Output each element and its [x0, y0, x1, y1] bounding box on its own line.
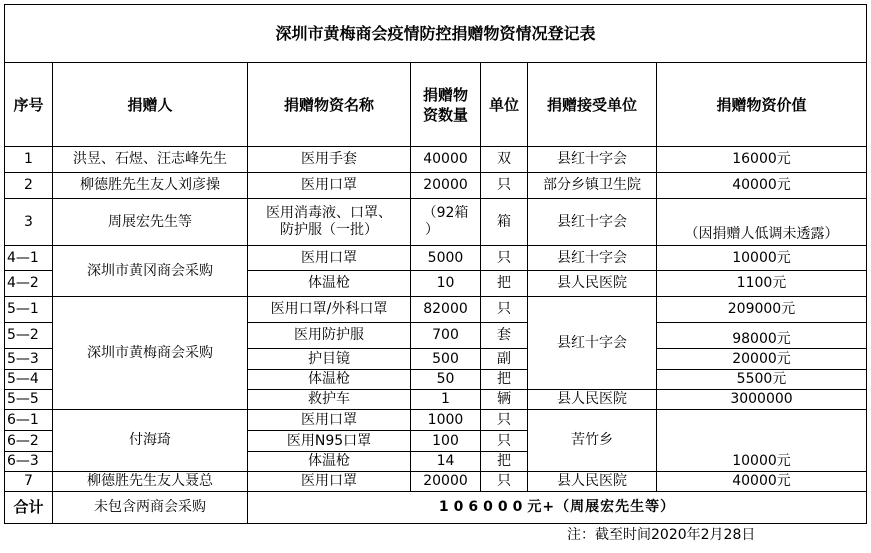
cell-seq: 5—3 — [5, 349, 53, 370]
cell-seq: 3 — [5, 199, 53, 246]
cell-unit: 双 — [481, 147, 528, 173]
cell-unit: 只 — [481, 431, 528, 452]
total-note: 未包含两商会采购 — [53, 492, 248, 524]
cell-item: 体温枪 — [248, 370, 411, 390]
cell-value: （因捐赠人低调未透露） — [657, 199, 867, 246]
header-quantity-line1: 捐赠物 — [422, 85, 468, 104]
cell-value: 209000元 — [657, 297, 867, 323]
total-label: 合计 — [5, 492, 53, 524]
cell-seq: 5—2 — [5, 323, 53, 349]
cell-item: 医用口罩 — [248, 173, 411, 199]
cell-qty: 500 — [411, 349, 481, 370]
cell-seq: 5—1 — [5, 297, 53, 323]
cell-recipient: 县红十字会 — [528, 147, 657, 173]
table-row — [5, 199, 867, 246]
table-row — [5, 173, 867, 199]
cell-value: 40000元 — [657, 472, 867, 492]
cell-item: 体温枪 — [248, 271, 411, 297]
table-row — [5, 147, 867, 173]
cell-value: 16000元 — [657, 147, 867, 173]
table-title: 深圳市黄梅商会疫情防控捐赠物资情况登记表 — [5, 5, 867, 63]
cell-recipient: 县人民医院 — [528, 390, 657, 410]
cell-seq: 7 — [5, 472, 53, 492]
total-row — [5, 492, 867, 524]
cell-unit: 副 — [481, 349, 528, 370]
table-row — [5, 297, 867, 323]
cell-recipient: 县红十字会 — [528, 246, 657, 271]
cell-seq: 6—1 — [5, 410, 53, 431]
cell-value: 1100元 — [657, 271, 867, 297]
cell-qty — [411, 199, 481, 246]
cell-seq: 1 — [5, 147, 53, 173]
cell-qty: 50 — [411, 370, 481, 390]
cell-unit: 只 — [481, 297, 528, 323]
header-value: 捐赠物资价值 — [657, 63, 867, 147]
cell-unit: 把 — [481, 271, 528, 297]
cell-seq: 5—5 — [5, 390, 53, 410]
header-donor: 捐赠人 — [53, 63, 248, 147]
cell-donor: 周展宏先生等 — [53, 199, 248, 246]
table-row — [5, 472, 867, 492]
cell-qty: 700 — [411, 323, 481, 349]
cell-recipient: 县人民医院 — [528, 472, 657, 492]
cell-donor: 深圳市黄冈商会采购 — [53, 246, 248, 297]
cell-unit: 只 — [481, 173, 528, 199]
cell-item: 医用防护服 — [248, 323, 411, 349]
cell-unit: 辆 — [481, 390, 528, 410]
cell-item: 医用口罩 — [248, 410, 411, 431]
cell-item: 医用口罩 — [248, 246, 411, 271]
cell-donor: 洪昱、石煜、汪志峰先生 — [53, 147, 248, 173]
cell-value: 20000元 — [657, 349, 867, 370]
cell-recipient: 部分乡镇卫生院 — [528, 173, 657, 199]
cell-qty: 5000 — [411, 246, 481, 271]
cell-item-line2: 防护服（一批） — [280, 222, 378, 238]
cell-value: 10000元 — [657, 246, 867, 271]
cell-unit: 把 — [481, 452, 528, 472]
cell-seq: 5—4 — [5, 370, 53, 390]
cell-qty: 40000 — [411, 147, 481, 173]
cell-qty: 82000 — [411, 297, 481, 323]
cell-item: 体温枪 — [248, 452, 411, 472]
cell-seq: 4—2 — [5, 271, 53, 297]
header-quantity-line2: 资数量 — [422, 105, 468, 124]
cell-qty-line2: ） — [425, 222, 439, 238]
cell-unit: 只 — [481, 472, 528, 492]
cell-recipient: 县红十字会 — [528, 297, 657, 390]
cell-seq: 6—2 — [5, 431, 53, 452]
cell-unit: 只 — [481, 410, 528, 431]
cell-value: 5500元 — [657, 370, 867, 390]
title-row — [5, 5, 867, 63]
header-row — [5, 63, 867, 147]
cell-recipient: 苦竹乡 — [528, 410, 657, 472]
cell-qty: 14 — [411, 452, 481, 472]
cell-qty: 1000 — [411, 410, 481, 431]
cell-seq: 4—1 — [5, 246, 53, 271]
cell-unit: 把 — [481, 370, 528, 390]
cell-value: 3000000 — [657, 390, 867, 410]
total-amount: 106000 — [438, 499, 528, 515]
cell-item: 医用手套 — [248, 147, 411, 173]
header-seq: 序号 — [5, 63, 53, 147]
cell-donor: 付海琦 — [53, 410, 248, 472]
cell-item: 护目镜 — [248, 349, 411, 370]
cell-qty: 100 — [411, 431, 481, 452]
cell-item-line1: 医用消毒液、口罩、 — [266, 205, 392, 221]
cell-unit: 套 — [481, 323, 528, 349]
cell-item: 医用N95口罩 — [248, 431, 411, 452]
cell-seq: 6—3 — [5, 452, 53, 472]
footnote: 注：截至时间2020年2月28日 — [567, 527, 756, 543]
cell-qty: 20000 — [411, 173, 481, 199]
cell-qty-line1: （92箱 — [422, 205, 469, 221]
header-quantity — [411, 63, 481, 147]
header-unit: 单位 — [481, 63, 528, 147]
cell-value: 10000元 — [657, 410, 867, 472]
cell-qty: 20000 — [411, 472, 481, 492]
cell-seq: 2 — [5, 173, 53, 199]
cell-donor: 深圳市黄梅商会采购 — [53, 297, 248, 410]
cell-donor: 柳德胜先生友人聂总 — [53, 472, 248, 492]
cell-donor: 柳德胜先生友人刘彦操 — [53, 173, 248, 199]
cell-value: 40000元 — [657, 173, 867, 199]
total-suffix: 元+（周展宏先生等） — [527, 499, 676, 515]
cell-qty: 10 — [411, 271, 481, 297]
cell-item — [248, 199, 411, 246]
cell-item: 医用口罩 — [248, 472, 411, 492]
cell-item: 救护车 — [248, 390, 411, 410]
cell-item: 医用口罩/外科口罩 — [248, 297, 411, 323]
table-row — [5, 246, 867, 271]
cell-qty: 1 — [411, 390, 481, 410]
header-recipient: 捐赠接受单位 — [528, 63, 657, 147]
cell-recipient: 县红十字会 — [528, 199, 657, 246]
donation-register-table — [4, 4, 867, 524]
cell-value: 98000元 — [657, 323, 867, 349]
total-value — [248, 492, 867, 524]
cell-unit: 箱 — [481, 199, 528, 246]
header-item-name: 捐赠物资名称 — [248, 63, 411, 147]
cell-unit: 只 — [481, 246, 528, 271]
table-row — [5, 410, 867, 431]
cell-recipient: 县人民医院 — [528, 271, 657, 297]
